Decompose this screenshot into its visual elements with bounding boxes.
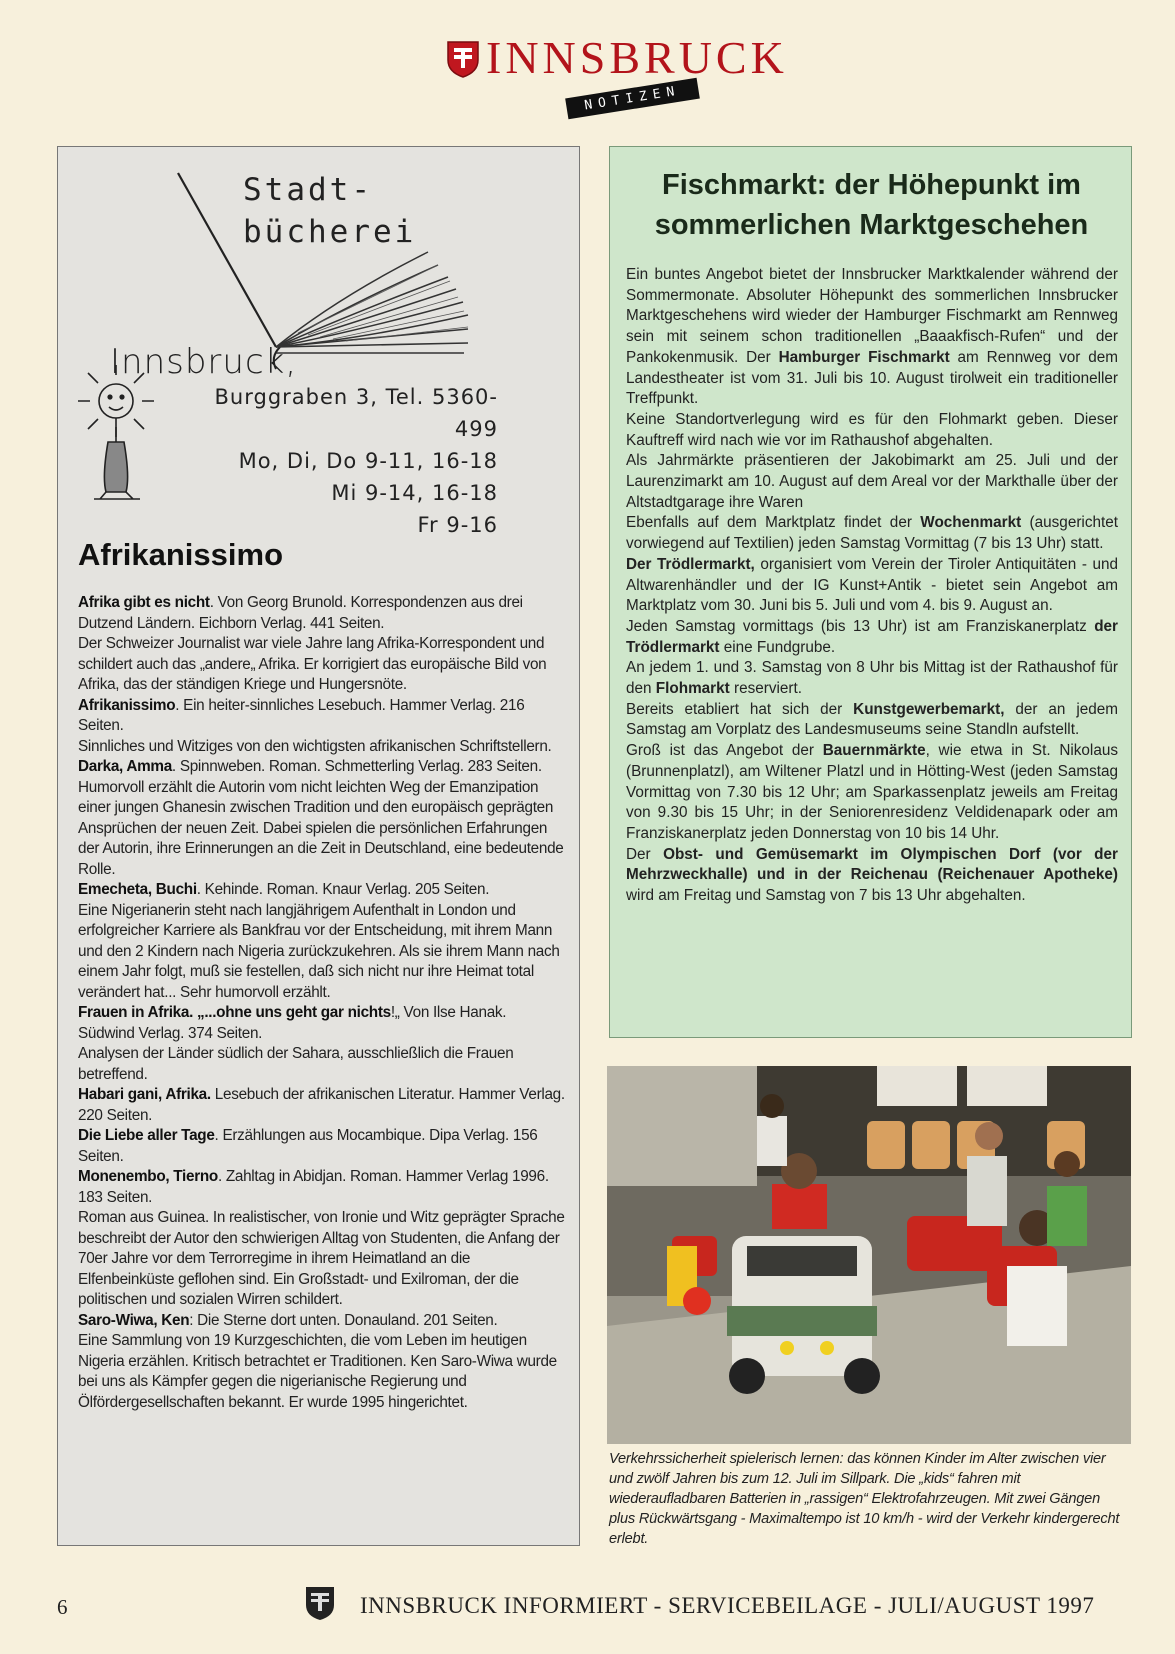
page-number: 6 — [57, 1595, 68, 1619]
market-paragraph — [626, 410, 1118, 451]
address-line: Fr 9-16 — [417, 513, 498, 537]
book-entry — [78, 1003, 566, 1044]
book-entry — [78, 634, 566, 696]
book-entry-text: Eine Sammlung von 19 Kurzgeschichten, die vom Leben im heutigen Nigeria erzählen. Kritisch betrachtet er Traditionen. Ken Saro-Wiwa wurde bei uns als Kämpfer gegen die nigerianische Regierung und Ölfördergesellschaften bekannt. Er wurde 1995 hingerichtet. — [78, 1332, 557, 1411]
book-entry-text: Der Schweizer Journalist war viele Jahre lang Afrika-Korrespondent und schildert auch das „andere„ Afrika. Er korrigiert das europäische Bild von Afrika, das der ständigen Kriege und Hungersnöte. — [78, 635, 547, 693]
market-text: wird am Freitag und Samstag von 7 bis 13 Uhr abgehalten. — [626, 887, 1026, 905]
address-line: Burggraben 3, Tel. 5360-499 — [214, 385, 498, 441]
book-entry-text: Humorvoll erzählt die Autorin vom nicht leichten Weg der Emanzipation einer jungen Ghanesin zwischen Tradition und den europäisch geprägten Ansprüchen der neuen Zeit. Dabei spielen die persönlichen Erfahrungen der Autorin, ihre Erinnerungen an die Zeit in Deutschland, eine bedeutende Rolle. — [78, 778, 564, 878]
kids-cars-photo — [607, 1066, 1131, 1444]
market-text: Ebenfalls auf dem Marktplatz findet der — [626, 514, 921, 532]
book-entry — [78, 593, 566, 634]
market-paragraph — [626, 513, 1118, 554]
market-text: An jedem 1. und 3. Samstag von 8 Uhr bis Mittag ist der Rathaushof für den — [626, 659, 1118, 698]
photo-caption: Verkehrssicherheit spielerisch lernen: das können Kinder im Alter zwischen vier und zwölf Jahren bis zum 12. Juli im Sillpark. Die „kids“ fahren mit wiederaufladbaren Batterien in „rassigen“ Elektrofahrzeugen. Mit zwei Gängen plus Rückwärtsgang - Maximaltempo ist 10 km/h - wird der Verkehr kindergerecht erlebt. — [609, 1451, 1120, 1547]
footer-title: INNSBRUCK INFORMIERT - SERVICEBEILAGE - JULI/AUGUST 1997 — [360, 1593, 1095, 1618]
market-highlight: Flohmarkt — [655, 680, 730, 698]
market-text: der an jedem Samstag am Vorplatz des Landesmuseums seine Standln aufstellt. — [626, 700, 1118, 739]
book-entry-title: Darka, Amma — [78, 758, 172, 775]
book-entry-title: Afrika gibt es nicht — [78, 594, 210, 611]
book-entry-title: Emecheta, Buchi — [78, 881, 197, 898]
book-entry — [78, 696, 566, 737]
book-entry-text: . Kehinde. Roman. Knaur Verlag. 205 Seiten. — [196, 881, 490, 898]
footer-crest-icon — [305, 1585, 335, 1621]
market-text: Ein buntes Angebot bietet der Innsbrucker Marktkalender während der Sommermonate. Absoluter Höhepunkt des sommerlichen Innsbrucker Marktgeschehens wird wieder der Hamburger Fischmarkt am Rennweg sein mit seinem schon traditionellen „Baaakfisch-Rufen“ und der Pankokenmusik. Der — [626, 266, 1118, 366]
market-paragraph — [626, 845, 1118, 907]
city-crest-icon — [446, 38, 480, 78]
book-entry-title: Afrikanissimo — [78, 696, 176, 714]
book-entry — [78, 1208, 566, 1311]
market-headline: Fischmarkt: der Höhepunkt im sommerlichen Marktgeschehen — [654, 169, 1089, 241]
book-entry — [78, 737, 566, 758]
market-highlight: Kunstgewerbemarkt, — [853, 700, 1005, 718]
book-entry — [78, 1311, 566, 1332]
book-entry-title: Frauen in Afrika. „...ohne uns geht gar nichts — [78, 1004, 391, 1021]
market-paragraph — [626, 658, 1118, 699]
book-entry — [78, 880, 566, 901]
market-text: Jeden Samstag vormittags (bis 13 Uhr) ist am Franziskanerplatz — [626, 617, 1095, 635]
book-entry-text: . Erzählungen aus Mocambique. Dipa Verlag. 156 Seiten. — [78, 1127, 538, 1165]
market-highlight: Obst- und Gemüsemarkt im Olympischen Dorf (vor der Mehrzweckhalle) und in der Reichenau (Reichenauer Apotheke) — [626, 845, 1118, 884]
market-paragraph — [626, 700, 1118, 741]
market-paragraph — [626, 617, 1118, 658]
market-text: (ausgerichtet vorwiegend auf Textilien) jeden Samstag Vormittag (7 bis 13 Uhr) statt. — [626, 514, 1118, 553]
book-entry-title: Saro-Wiwa, Ken — [78, 1311, 190, 1329]
book-entry-title: Habari gani, Afrika. — [78, 1086, 211, 1103]
photo-illustration — [607, 1066, 1131, 1444]
market-highlight: der Trödlermarkt — [626, 617, 1118, 656]
book-entry — [78, 1331, 566, 1413]
market-text: Keine Standortverlegung wird es für den Flohmarkt geben. Dieser Kauftreff wird nach wie vor im Rathaushof abgehalten. — [626, 410, 1118, 449]
market-text: Groß ist das Angebot der — [626, 742, 823, 760]
market-text: Als Jahrmärkte präsentieren der Jakobimarkt am 25. Juli und der Laurenzimarkt am 10. August auf dem Areal vor der Markthalle über der Altstadtgarage ihre Waren — [626, 452, 1118, 511]
market-body — [626, 265, 1118, 907]
book-entry — [78, 901, 566, 1004]
market-text: reserviert. — [729, 680, 802, 698]
library-city: Innsbruck, — [110, 342, 298, 382]
book-entry-text: . Zahltag in Abidjan. Roman. Hammer Verlag 1996. 183 Seiten. — [78, 1168, 549, 1206]
book-entry-text: : Die Sterne dort unten. Donauland. 201 Seiten. — [189, 1311, 498, 1329]
market-highlight: Bauernmärkte — [822, 742, 926, 760]
book-entry-text: Lesebuch der afrikanischen Literatur. Hammer Verlag. 220 Seiten. — [78, 1086, 565, 1124]
market-text: am Rennweg vor dem Landestheater ist vom 31. Juli bis 10. August tirolweit ein traditioneller Treffpunkt. — [626, 348, 1119, 408]
market-text: eine Fundgrube. — [719, 638, 836, 656]
market-text: Der — [626, 845, 664, 863]
book-entry — [78, 1167, 566, 1208]
book-entry — [78, 1044, 566, 1085]
market-article — [609, 146, 1132, 1038]
market-paragraph — [626, 741, 1118, 845]
book-entry-text: !„ Von Ilse Hanak. Südwind Verlag. 374 Seiten. — [78, 1004, 507, 1042]
masthead — [446, 30, 788, 120]
market-highlight: Der Trödlermarkt, — [626, 555, 755, 573]
market-text: organisiert vom Verein der Tiroler Antiquitäten - und Altwarenhändler und der IG Kunst+Antik - bietet sein Angebot am Marktplatz vom 30. Juni bis 5. Juli und vom 4. bis 9. August an. — [626, 555, 1118, 615]
book-entry-title: Die Liebe aller Tage — [78, 1127, 215, 1144]
book-entry-text: . Spinnweben. Roman. Schmetterling Verlag. 283 Seiten. — [171, 758, 542, 775]
market-highlight: Hamburger Fischmarkt — [778, 348, 950, 366]
book-entry-text: Sinnliches und Witziges von den wichtigsten afrikanischen Schriftstellern. — [78, 737, 552, 755]
book-entry — [78, 778, 566, 881]
library-address — [178, 381, 498, 541]
market-paragraph — [626, 451, 1118, 513]
book-list — [78, 593, 566, 1413]
book-entry-text: . Von Georg Brunold. Korrespondenzen aus drei Dutzend Ländern. Eichborn Verlag. 441 Seiten. — [78, 594, 523, 632]
book-entry-text: Analysen der Länder südlich der Sahara, ausschließlich die Frauen betreffend. — [78, 1045, 514, 1083]
masthead-title: INNSBRUCK — [486, 32, 788, 83]
address-line: Mi 9-14, 16-18 — [331, 481, 498, 505]
market-paragraph — [626, 265, 1118, 410]
market-highlight: Wochenmarkt — [920, 514, 1022, 532]
books-heading: Afrikanissimo — [78, 537, 284, 572]
book-entry — [78, 757, 566, 778]
library-column — [57, 146, 580, 1546]
book-entry — [78, 1085, 566, 1126]
market-paragraph — [626, 555, 1118, 617]
book-entry-title: Monenembo, Tierno — [78, 1168, 218, 1185]
market-text: Bereits etabliert hat sich der — [626, 700, 854, 718]
book-entry-text: Eine Nigerianerin steht nach langjährigem Aufenthalt in London und erfolgreicher Karriere als Bankfrau vor der Entscheidung, mit ihrem Mann und den 2 Kindern nach Nigeria zurückzukehren. Als sie ihrem Mann nach einem Jahr folgt, muß sie festellen, daß sich nicht nur ihre Heimat total verändert hat... Sehr humorvoll erzählt. — [78, 901, 560, 1001]
book-entry-text: Roman aus Guinea. In realistischer, von Ironie und Witz geprägter Sprache beschreibt der Autor den schwierigen Alltag von Studenten, die Anfang der 70er Jahre vor dem Terrorregime in ihrem Heimatland an die Elfenbeinküste geflohen sind. Ein Großstadt- und Exilroman, der die politischen und sozialen Wirren schildert. — [78, 1209, 565, 1308]
book-entry-text: . Ein heiter-sinnliches Lesebuch. Hammer Verlag. 216 Seiten. — [78, 696, 525, 734]
masthead-tag: NOTIZEN — [565, 78, 699, 120]
market-text: , wie etwa in St. Nikolaus (Brunnenplatzl), am Wiltener Platzl und in Hötting-West (jeden Samstag Vormittag von 7.30 bis 12 Uhr; am Sparkassenplatz jeweils am Freitag von 9.30 bis 15 Uhr; in der Seniorenresidenz Veldidenapark oder am Franziskanerplatz jeden Donnerstag von 10 bis 14 Uhr. — [626, 742, 1118, 842]
address-line: Mo, Di, Do 9-11, 16-18 — [238, 449, 498, 473]
book-entry — [78, 1126, 566, 1167]
library-logo — [58, 147, 581, 537]
library-title: Stadt- bücherei — [243, 172, 417, 250]
